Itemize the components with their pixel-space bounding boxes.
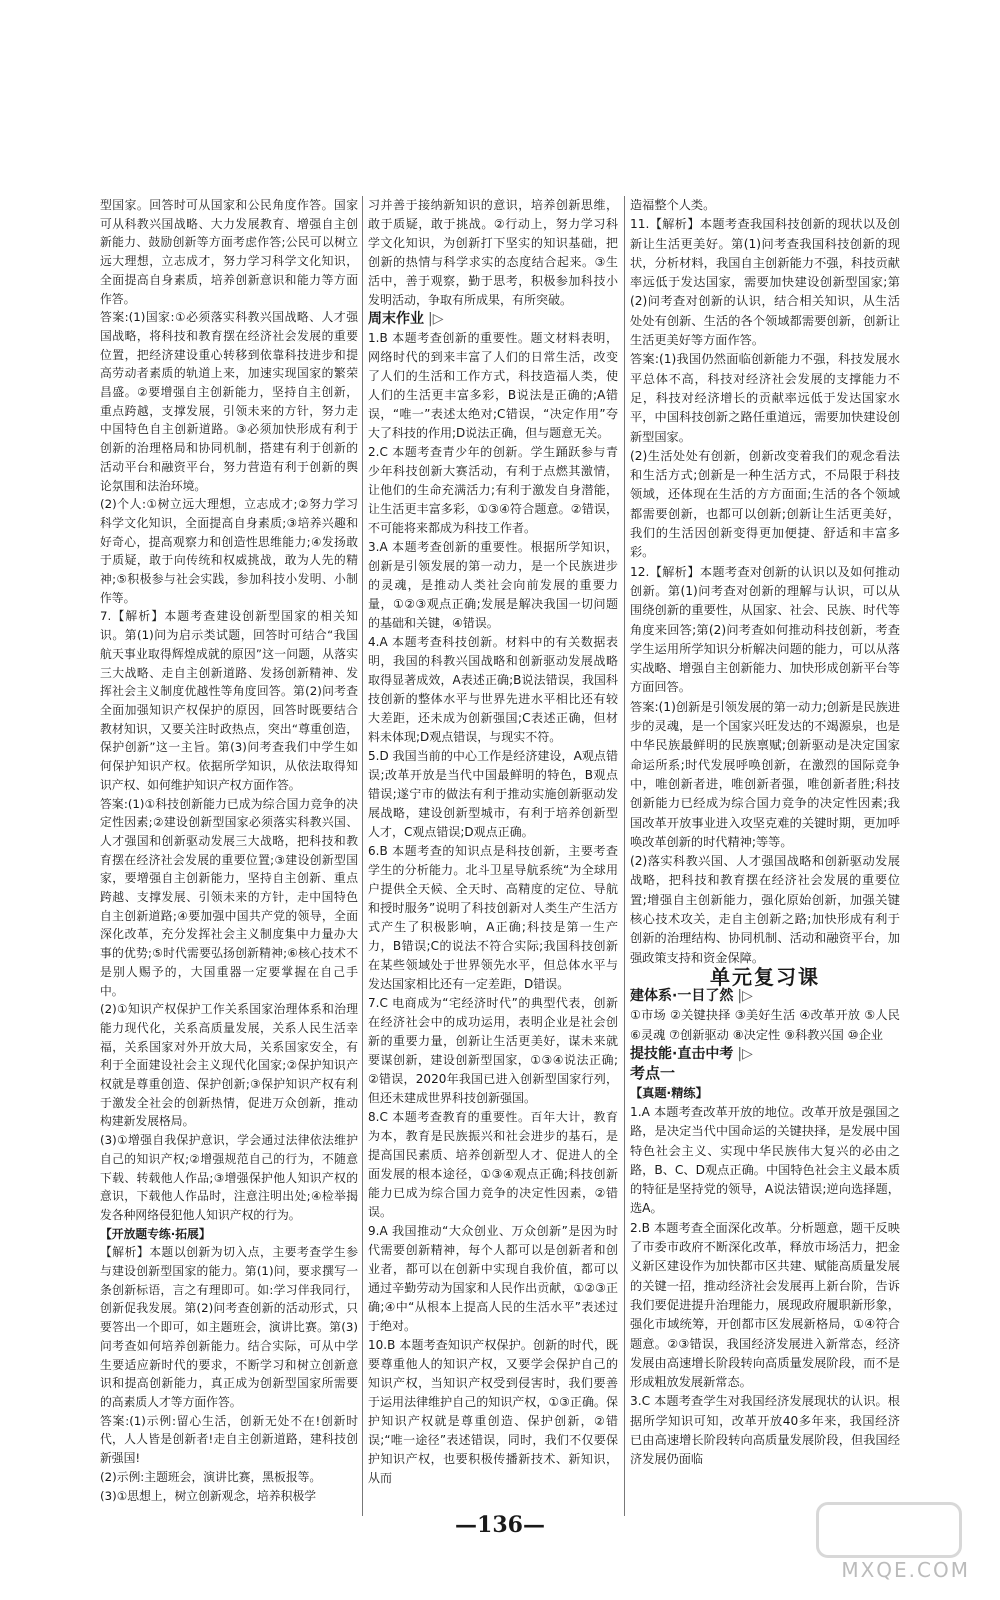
answer-item: 4.A 本题考查科技创新。材料中的有关数据表明，我国的科教兴国战略和创新驱动发展战略取得显著成效，A表述正确;B说法错误，我国科技创新的整体水平与世界先进水平相比还有较大差距，还未成为创新强国;C表述正确，但材料未体现;D观点错误，与现实不符。 <box>368 635 618 744</box>
answer-item: 3.C 本题考查学生对我国经济发展现状的认识。根据所学知识可知，改革开放40多年来，我国经济已由高速增长阶段转向高质量发展阶段，但我国经济发展仍面临 <box>630 1394 900 1467</box>
answer-item: 2.B 本题考查全面深化改革。分析题意，题干反映了市委市政府不断深化改革，释放市场活力，把金义新区建设作为加快都市区共建、赋能高质量发展的关键一招，推动经济社会发展再上新台阶，告诉我们要促进提升治理能力，展现政府履职新形象，强化市域统筹，开创都市区发展新格局，①④符合题意。②③错误，我国经济发展进入新常态，经济发展由高速增长阶段转向高质量发展阶段，而不是形成粗放发展新常态。 <box>630 1220 900 1390</box>
section-tag: 【真题·精练】 <box>630 1085 708 1100</box>
answer-item: 9.A 我国推动“大众创业、万众创新”是因为时代需要创新精神，每个人都可以是创新者和创业者，都可以在创新中实现自我价值，都可以通过辛勤劳动为国家和人民作出贡献，①②③正确;④中“从根本上提高人民的生活水平”表述过于绝对。 <box>368 1224 618 1333</box>
answer-item: 8.C 本题考查教育的重要性。百年大计，教育为本，教育是民族振兴和社会进步的基石，是提高国民素质、培养创新型人才、促进人的全面发展的根本途径，①③④观点正确;科技创新能力已成为综合国力竞争的决定性因素，②错误。 <box>368 1110 618 1219</box>
answer-block: 答案:(1)①科技创新能力已成为综合国力竞争的决定性因素;②建设创新型国家必须落实科教兴国、人才强国和创新驱动发展三大战略，把科技和教育摆在经济社会发展的重要位置;③建设创新型国家，要增强自主创新能力，坚持自主创新、重点跨越、支撑发展、引领未来的方针，走中国特色自主创新道路;④要加强中国共产党的领导，全面深化改革，充分发挥社会主义制度集中力量办大事的优势;⑤时代需要弘扬创新精神;⑥核心技术不是别人赐予的，大国重器一定要掌握在自己手中。 <box>100 796 358 998</box>
unit-review-heading: 单元复习课 <box>710 964 820 989</box>
section-heading-weekend-homework: 周末作业 |▷ <box>368 311 444 327</box>
text-block: (2)生活处处有创新，创新改变着我们的观念看法和生活方式;创新是一种生活方式，不局限于科技领域，还体现在生活的方方面面;生活的各个领域都需要创新，也都可以创新;创新让生活更美好，我们的生活因创新变得更加便捷、舒适和丰富多彩。 <box>630 448 900 560</box>
section-heading-system: 建体系·一目了然 |▷ <box>630 988 753 1005</box>
column-2 <box>368 196 618 1488</box>
text-block: 习并善于接纳新知识的意识，培养创新思维，敢于质疑，敢于挑战。②行动上，努力学习科学文化知识，为创新打下坚实的知识基础，把创新的热情与科学求实的态度结合起来。③生活中，善于观察，勤于思考，积极参加科技小发明活动，争取有所成果，有所突破。 <box>368 198 618 307</box>
page-number: —136— <box>455 1512 545 1538</box>
text-block: 型国家。回答时可从国家和公民角度作答。国家可从科教兴国战略、大力发展教育、增强自主创新能力、鼓励创新等方面考虑作答;公民可以树立远大理想，立志成才，努力学习科学文化知识，全面提高自身素质，培养创新意识和能力等方面作答。 <box>100 198 358 306</box>
answer-item: 6.B 本题考查的知识点是科技创新，主要考查学生的分析能力。北斗卫星导航系统“为全球用户提供全天候、全天时、高精度的定位、导航和授时服务”说明了科技创新对人类生产生活方式产生了积极影响，A正确;科技是第一生产力，B错误;C的说法不符合实际;我国科技创新在某些领域处于世界领先水平，但总体水平与发达国家相比还有一定差距，D错误。 <box>368 844 618 991</box>
column-divider <box>624 196 625 1516</box>
answer-block: 答案:(1)国家:①必须落实科教兴国战略、人才强国战略，将科技和教育摆在经济社会发展的重要位置，把经济建设重心转移到依靠科技进步和提高劳动者素质的轨道上来，加速实现国家的繁荣昌盛。②要增强自主创新能力，坚持自主创新，重点跨越，支撑发展，引领未来的方针，努力走中国特色自主创新道路。③必须加快形成有利于创新的治理格局和协同机制，搭建有利于创新的活动平台和融资平台，努力营造有利于创新的舆论氛围和法治环境。 <box>100 310 358 493</box>
text-block: (2)①知识产权保护工作关系国家治理体系和治理能力现代化，关系高质量发展，关系人民生活幸福，关系国家对外开放大局，关系国家安全，有利于全面建设社会主义现代化国家;②保护知识产权就是尊重创造、保护创新;③保护知识产权有利于激发全社会的创新热情，促进万众创新，推动构建新发展格局。 <box>100 1002 358 1129</box>
question-12: 12.【解析】本题考查对创新的认识以及如何推动创新。第(1)问考查对创新的理解与认识，可以从围绕创新的重要性，从国家、社会、民族、时代等角度来回答;第(2)问考查如何推动科技创新，考查学生运用所学知识分析解决问题的能力，可以从落实战略、增强自主创新能力、加快形成创新平台等方面回答。 <box>630 564 900 695</box>
column-3 <box>630 196 900 1470</box>
answer-item: 3.A 本题考查创新的重要性。根据所学知识，创新是引领发展的第一动力，是一个民族进步的灵魂，是推动人类社会向前发展的重要力量，①②③观点正确;发展是解决我国一切问题的基础和关键，④错误。 <box>368 540 618 630</box>
question-7: 7.【解析】本题考查建设创新型国家的相关知识。第(1)问为启示类试题，回答时可结合“我国航天事业取得辉煌成就的原因”这一问题，从落实三大战略、走自主创新道路、发扬创新精神、发挥社会主义制度优越性等角度回答。第(2)问考查全面加强知识产权保护的原因，回答时既要结合教材知识，又要关注时政热点，突出“尊重创造，保护创新”这一主旨。第(3)问考查我们中学生如何保护知识产权。依据所学知识，从依法取得知识产权、如何维护知识产权方面作答。 <box>100 609 358 792</box>
answer-block: 答案:(1)我国仍然面临创新能力不强，科技发展水平总体不高，科技对经济社会发展的支撑能力不足，科技对经济增长的贡献率远低于发达国家水平，中国科技创新之路任重道远，需要加快建设创新型国家。 <box>630 352 900 444</box>
section-tag: 【开放题专练·拓展】 <box>100 1226 211 1241</box>
analysis-block: 【解析】本题以创新为切入点，主要考查学生参与建设创新型国家的能力。第(1)问，要求撰写一条创新标语，言之有理即可。如:学习伴我同行，创新促我发展。第(2)问考查创新的活动形式，只要答出一个即可，如主题班会，演讲比赛。第(3)问考查如何培养创新能力。结合实际，可从中学生要适应新时代的要求，不断学习和树立创新意识和提高创新能力，真正成为创新型国家所需要的高素质人才等方面作答。 <box>100 1245 358 1409</box>
answer-item: 2.C 本题考查青少年的创新。学生踊跃参与青少年科技创新大赛活动，有利于点燃其激情，让他们的生命充满活力;有利于激发自身潜能，让生活更丰富多彩，①③④符合题意。②错误，不可能将来都成为科技工作者。 <box>368 445 618 535</box>
text-block: 造福整个人类。 <box>630 198 716 212</box>
answer-block: 答案:(1)创新是引领发展的第一动力;创新是民族进步的灵魂，是一个国家兴旺发达的不竭源泉，也是中华民族最鲜明的民族禀赋;创新驱动是决定国家命运所系;时代发展呼唤创新，在激烈的国际竞争中，唯创新者进，唯创新者强，唯创新者胜;科技创新能力已经成为综合国力竞争的决定性因素;我国改革开放事业进入攻坚克难的关键时期，更加呼唤改革创新的时代精神;等等。 <box>630 699 900 849</box>
answer-item: 1.B 本题考查创新的重要性。题文材料表明，网络时代的到来丰富了人们的日常生活，改变了人们的生活和工作方式，科技造福人类，使人们的生活更丰富多彩，B说法是正确的;A错误，“唯一”表述太绝对;C错误，“决定作用”夸大了科技的作用;D说法正确，但与题意无关。 <box>368 331 618 440</box>
text-block: (2)示例:主题班会，演讲比赛，黑板报等。 <box>100 1469 322 1484</box>
answer-block: 答案:(1)示例:留心生活，创新无处不在!创新时代，人人皆是创新者!走自主创新道路，建科技创新强国! <box>100 1413 358 1466</box>
answer-item: 1.A 本题考查改革开放的地位。改革开放是强国之路，是决定当代中国命运的关键抉择，是发展中国特色社会主义、实现中华民族伟大复兴的必由之路，B、C、D观点正确。中国特色社会主义最本质的特征是坚持党的领导，A说法错误;逆向选择题，选A。 <box>630 1104 901 1216</box>
answer-item: 7.C 电商成为“宅经济时代”的典型代表，创新在经济社会中的成功运用，表明企业是社会创新的重要力量，创新让生活更美好，谋未来就要谋创新，建设创新型国家，①③④说法正确;②错误，2020年我国已进入创新型国家行列，但还未建成世界科技创新强国。 <box>368 996 618 1105</box>
column-1 <box>100 196 358 1505</box>
text-block: (3)①思想上，树立创新观念，培养积极学 <box>100 1488 317 1503</box>
keyword-list: ①市场 ②关键抉择 ③美好生活 ④改革开放 ⑤人民 ⑥灵魂 ⑦创新驱动 ⑧决定性 ⑨科教兴国 ⑩企业 <box>630 1008 900 1042</box>
question-11: 11.【解析】本题考查我国科技创新的现状以及创新让生活更美好。第(1)问考查我国科技创新的现状，分析材料，我国自主创新能力不强，科技贡献率远低于发达国家，需要加快建设创新型国家;第(2)问考查对创新的认识，结合相关知识，从生活处处有创新、生活的各个领域都需要创新，创新让生活更美好等方面作答。 <box>630 217 900 348</box>
answer-item: 10.B 本题考查知识产权保护。创新的时代，既要尊重他人的知识产权，又要学会保护自己的知识产权，当知识产权受到侵害时，我们要善于运用法律维护自己的知识产权，①③正确。保护知识产权就是尊重创造、保护创新，②错误;“唯一途径”表述错误，同时，我们不仅要保护知识产权，也要积极传播新技术、新知识，从而 <box>368 1338 618 1485</box>
text-block: (2)个人:①树立远大理想，立志成才;②努力学习科学文化知识，全面提高自身素质;③培养兴趣和好奇心，提高观察力和创造性思维能力;④发扬敢于质疑，敢于向传统和权威挑战，敢为人先的精神;⑤积极参与社会实践，参加科技小发明、小制作等。 <box>100 497 358 605</box>
section-heading-skills: 提技能·直击中考 |▷ <box>630 1046 753 1063</box>
text-block: (3)①增强自我保护意识，学会通过法律依法维护自己的知识产权;②增强规范自己的行为，不随意下载、转载他人作品;③增强保护他人知识产权的意识，下载他人作品时，注意注明出处;④检举揭发各种网络侵犯他人知识产权的行为。 <box>100 1133 358 1222</box>
answer-item: 5.D 我国当前的中心工作是经济建设，A观点错误;改革开放是当代中国最鲜明的特色，B观点错误;遂宁市的做法有利于推动实施创新驱动发展战略，建设创新型城市，有利于培养创新型人才，C观点错误;D观点正确。 <box>368 749 618 839</box>
watermark-logo: MXQE.COM <box>810 1502 970 1582</box>
column-divider <box>362 196 363 1516</box>
text-block: (2)落实科教兴国、人才强国战略和创新驱动发展战略，把科技和教育摆在经济社会发展的重要位置;增强自主创新能力，强化原始创新，加强关键核心技术攻关，走自主创新之路;加快形成有利于创新的治理结构、协同机制、活动和融资平台，加强政策支持和资金保障。 <box>630 854 900 965</box>
exam-point-heading: 考点一 <box>630 1064 676 1083</box>
